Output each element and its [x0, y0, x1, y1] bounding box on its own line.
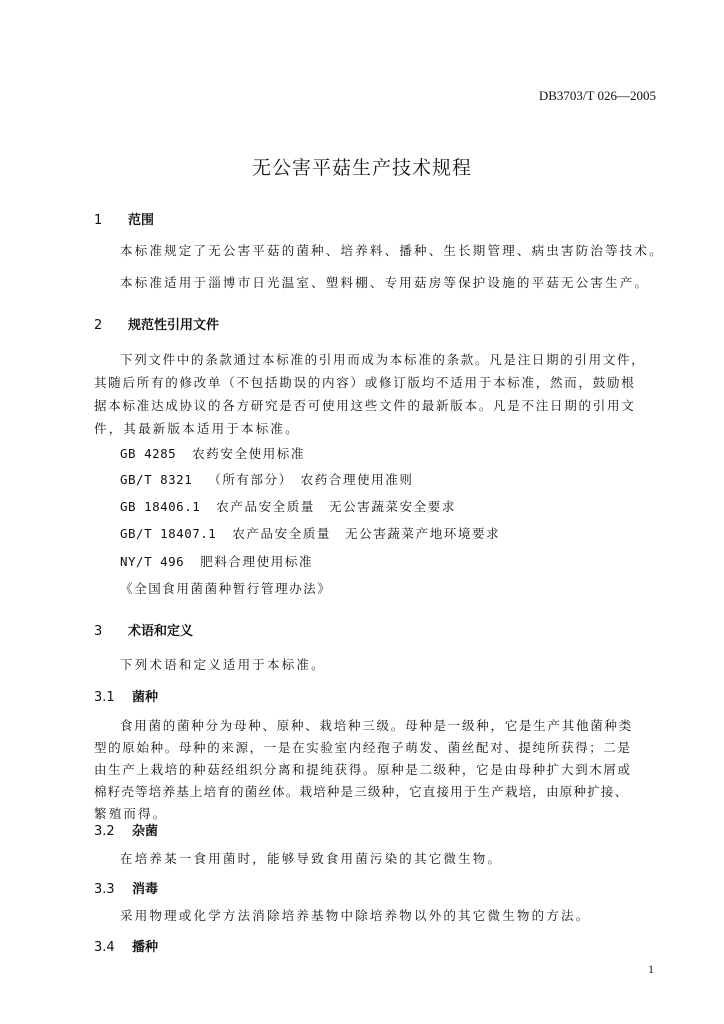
reference-title: 农产品安全质量 无公害蔬菜产地环境要求	[232, 526, 501, 541]
section-number: 3.1	[94, 690, 115, 705]
reference-item: 《全国食用菌菌种暂行管理办法》	[120, 581, 332, 596]
section-title: 规范性引用文件	[128, 318, 220, 333]
paragraph-line: 型的原始种。母种的来源，一是在实验室内经孢子萌发、菌丝配对、提纯所获得；二是	[94, 740, 632, 755]
paragraph: 在培养某一食用菌时，能够导致食用菌污染的其它微生物。	[120, 851, 503, 866]
paragraph-line: 食用菌的菌种分为母种、原种、栽培种三级。母种是一级种，它是生产其他菌种类	[120, 718, 634, 733]
paragraph-line: 件，其最新版本适用于本标准。	[94, 421, 300, 436]
paragraph: 本标准适用于淄博市日光温室、塑料棚、专用菇房等保护设施的平菇无公害生产。	[120, 275, 650, 290]
subsection-3-3-heading	[94, 878, 158, 897]
reference-code: GB 18406.1	[120, 499, 201, 514]
reference-code: GB 4285	[120, 446, 177, 461]
reference-title: 肥料合理使用标准	[200, 554, 314, 569]
reference-item	[120, 497, 456, 515]
page-number: 1	[648, 962, 654, 976]
reference-title: 农产品安全质量 无公害蔬菜安全要求	[216, 499, 456, 514]
section-number: 3.3	[94, 882, 115, 897]
section-title: 消毒	[132, 882, 159, 897]
section-number: 3	[94, 624, 103, 639]
page-title: 无公害平菇生产技术规程	[251, 157, 472, 179]
section-title: 杂菌	[132, 824, 159, 839]
section-number: 3.2	[94, 824, 115, 839]
section-title: 术语和定义	[128, 624, 194, 639]
section-3-heading	[94, 620, 193, 639]
section-title: 范围	[128, 213, 155, 228]
reference-code: NY/T 496	[120, 554, 185, 569]
paragraph-line: 棉籽壳等培养基上培育的菌丝体。栽培种是三级种，它直接用于生产栽培，由原种扩接、	[94, 784, 629, 799]
reference-title: 农药安全使用标准	[192, 446, 305, 461]
doc-number: DB3703/T 026—2005	[538, 88, 656, 103]
reference-item	[120, 552, 313, 570]
paragraph: 本标准规定了无公害平菇的菌种、培养料、播种、生长期管理、病虫害防治等技术。	[120, 243, 664, 258]
paragraph-line: 其随后所有的修改单（不包括勘误的内容）或修订版均不适用于本标准，然而，鼓励根	[94, 375, 636, 390]
section-number: 2	[94, 318, 103, 333]
section-1-heading	[94, 209, 154, 228]
section-title: 菌种	[132, 690, 159, 705]
section-title: 播种	[132, 940, 159, 955]
paragraph: 采用物理或化学方法消除培养基物中除培养物以外的其它微生物的方法。	[120, 908, 591, 923]
reference-code: GB/T 8321	[120, 472, 193, 487]
paragraph-line: 繁殖而得。	[94, 806, 168, 821]
section-number: 1	[94, 213, 103, 228]
reference-title: （所有部分） 农药合理使用准则	[208, 472, 414, 487]
subsection-3-4-heading	[94, 936, 158, 955]
subsection-3-1-heading	[94, 686, 158, 705]
paragraph-line: 据本标准达成协议的各方研究是否可使用这些文件的最新版本。凡是不注日期的引用文	[94, 398, 636, 413]
paragraph-line: 由生产上栽培的种菇经组织分离和提纯获得。原种是二级种，它是由母种扩大到木屑或	[94, 762, 632, 777]
paragraph-line: 下列文件中的条款通过本标准的引用而成为本标准的条款。凡是注日期的引用文件，	[120, 352, 646, 367]
reference-code: GB/T 18407.1	[120, 526, 217, 541]
reference-item	[120, 444, 305, 462]
paragraph: 下列术语和定义适用于本标准。	[120, 657, 326, 672]
section-2-heading	[94, 314, 219, 333]
reference-item	[120, 470, 414, 488]
reference-item	[120, 524, 500, 542]
section-number: 3.4	[94, 940, 115, 955]
subsection-3-2-heading	[94, 820, 158, 839]
